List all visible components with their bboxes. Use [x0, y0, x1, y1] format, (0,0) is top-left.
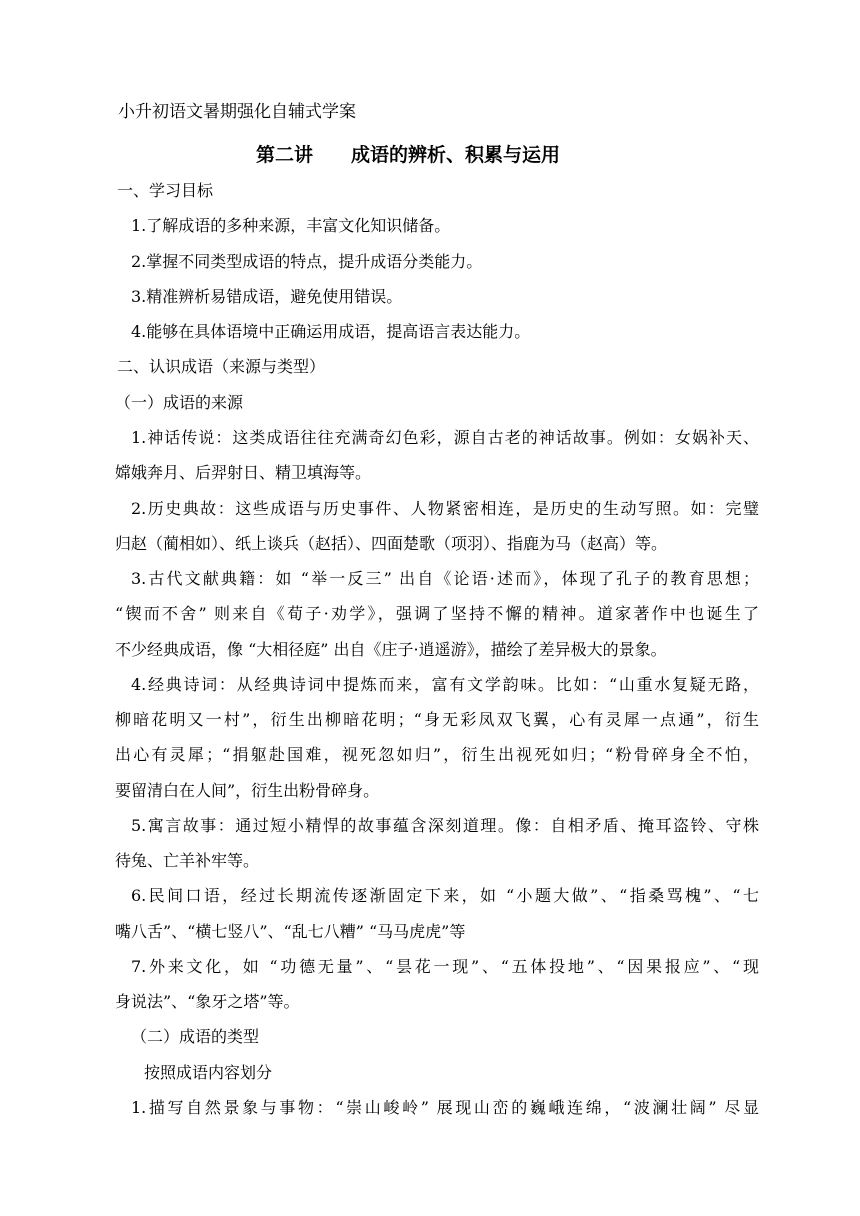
- paragraph-line: 2.历史典故：这些成语与历史事件、人物紧密相连，是历史的生动写照。如：完璧: [131, 499, 759, 518]
- document-title: [256, 145, 860, 165]
- document-subtitle: 小升初语文暑期强化自辅式学案: [118, 102, 356, 122]
- paragraph-line: 1.描写自然景象与事物：“崇山峻岭” 展现山峦的巍峨连绵，“波澜壮阔” 尽显: [131, 1098, 759, 1117]
- paragraph-line: “锲而不舍” 则来自《荀子·劝学》，强调了坚持不懈的精神。道家著作中也诞生了: [115, 604, 759, 623]
- goal-item: 3.精准辨析易错成语，避免使用错误。: [131, 287, 403, 306]
- title-lecture-number: 第二讲: [256, 144, 314, 166]
- paragraph-line: 要留清白在人间”，衍生出粉骨碎身。: [115, 781, 380, 800]
- paragraph-line: 4.经典诗词：从经典诗词中提炼而来，富有文学韵味。比如：“山重水复疑无路，: [131, 675, 759, 694]
- paragraph-line: 3.古代文献典籍：如 “举一反三” 出自《论语·述而》，体现了孔子的教育思想；: [131, 569, 759, 588]
- paragraph-line: 嫦娥奔月、后羿射日、精卫填海等。: [115, 463, 372, 482]
- goal-item: 4.能够在具体语境中正确运用成语，提高语言表达能力。: [131, 322, 531, 341]
- paragraph-line: 身说法”、“象牙之塔”等。: [115, 992, 300, 1011]
- paragraph-line: 不少经典成语，像 “大相径庭” 出自《庄子·逍遥游》，描绘了差异极大的景象。: [115, 640, 667, 659]
- section-heading-goals: 一、学习目标: [117, 181, 214, 200]
- paragraph-line: 出心有灵犀；“捐躯赴国难，视死忽如归”，衍生出视死如归；“粉骨碎身全不怕，: [115, 745, 759, 764]
- paragraph-line: 6.民间口语，经过长期流传逐渐固定下来，如 “小题大做”、“指桑骂槐”、“七: [131, 886, 759, 905]
- paragraph-line: 柳暗花明又一村”，衍生出柳暗花明；“身无彩凤双飞翼，心有灵犀一点通”，衍生: [115, 710, 759, 729]
- paragraph-line: 1.神话传说：这类成语往往充满奇幻色彩，源自古老的神话故事。例如：女娲补天、: [131, 428, 759, 447]
- section-heading-idioms: 二、认识成语（来源与类型）: [117, 357, 326, 376]
- paragraph-line: 嘴八舌”、“横七竖八”、“乱七八糟” “马马虎虎”等: [115, 922, 466, 941]
- paragraph-line: 7.外来文化，如 “功德无量”、“昙花一现”、“五体投地”、“因果报应”、“现: [131, 957, 759, 976]
- title-topic: 成语的辨析、积累与运用: [351, 144, 561, 166]
- paragraph-line: 待兔、亡羊补牢等。: [115, 851, 260, 870]
- subsection-heading-types: （二）成语的类型: [131, 1027, 260, 1046]
- paragraph-line: 5.寓言故事：通过短小精悍的故事蕴含深刻道理。像：自相矛盾、掩耳盗铃、守株: [131, 816, 759, 835]
- goal-item: 2.掌握不同类型成语的特点，提升成语分类能力。: [131, 252, 483, 271]
- types-intro: 按照成语内容划分: [144, 1063, 273, 1082]
- subsection-heading-sources: （一）成语的来源: [115, 393, 244, 412]
- goal-item: 1.了解成语的多种来源，丰富文化知识储备。: [131, 216, 451, 235]
- paragraph-line: 归赵（蔺相如）、纸上谈兵（赵括）、四面楚歌（项羽）、指鹿为马（赵高）等。: [115, 534, 668, 553]
